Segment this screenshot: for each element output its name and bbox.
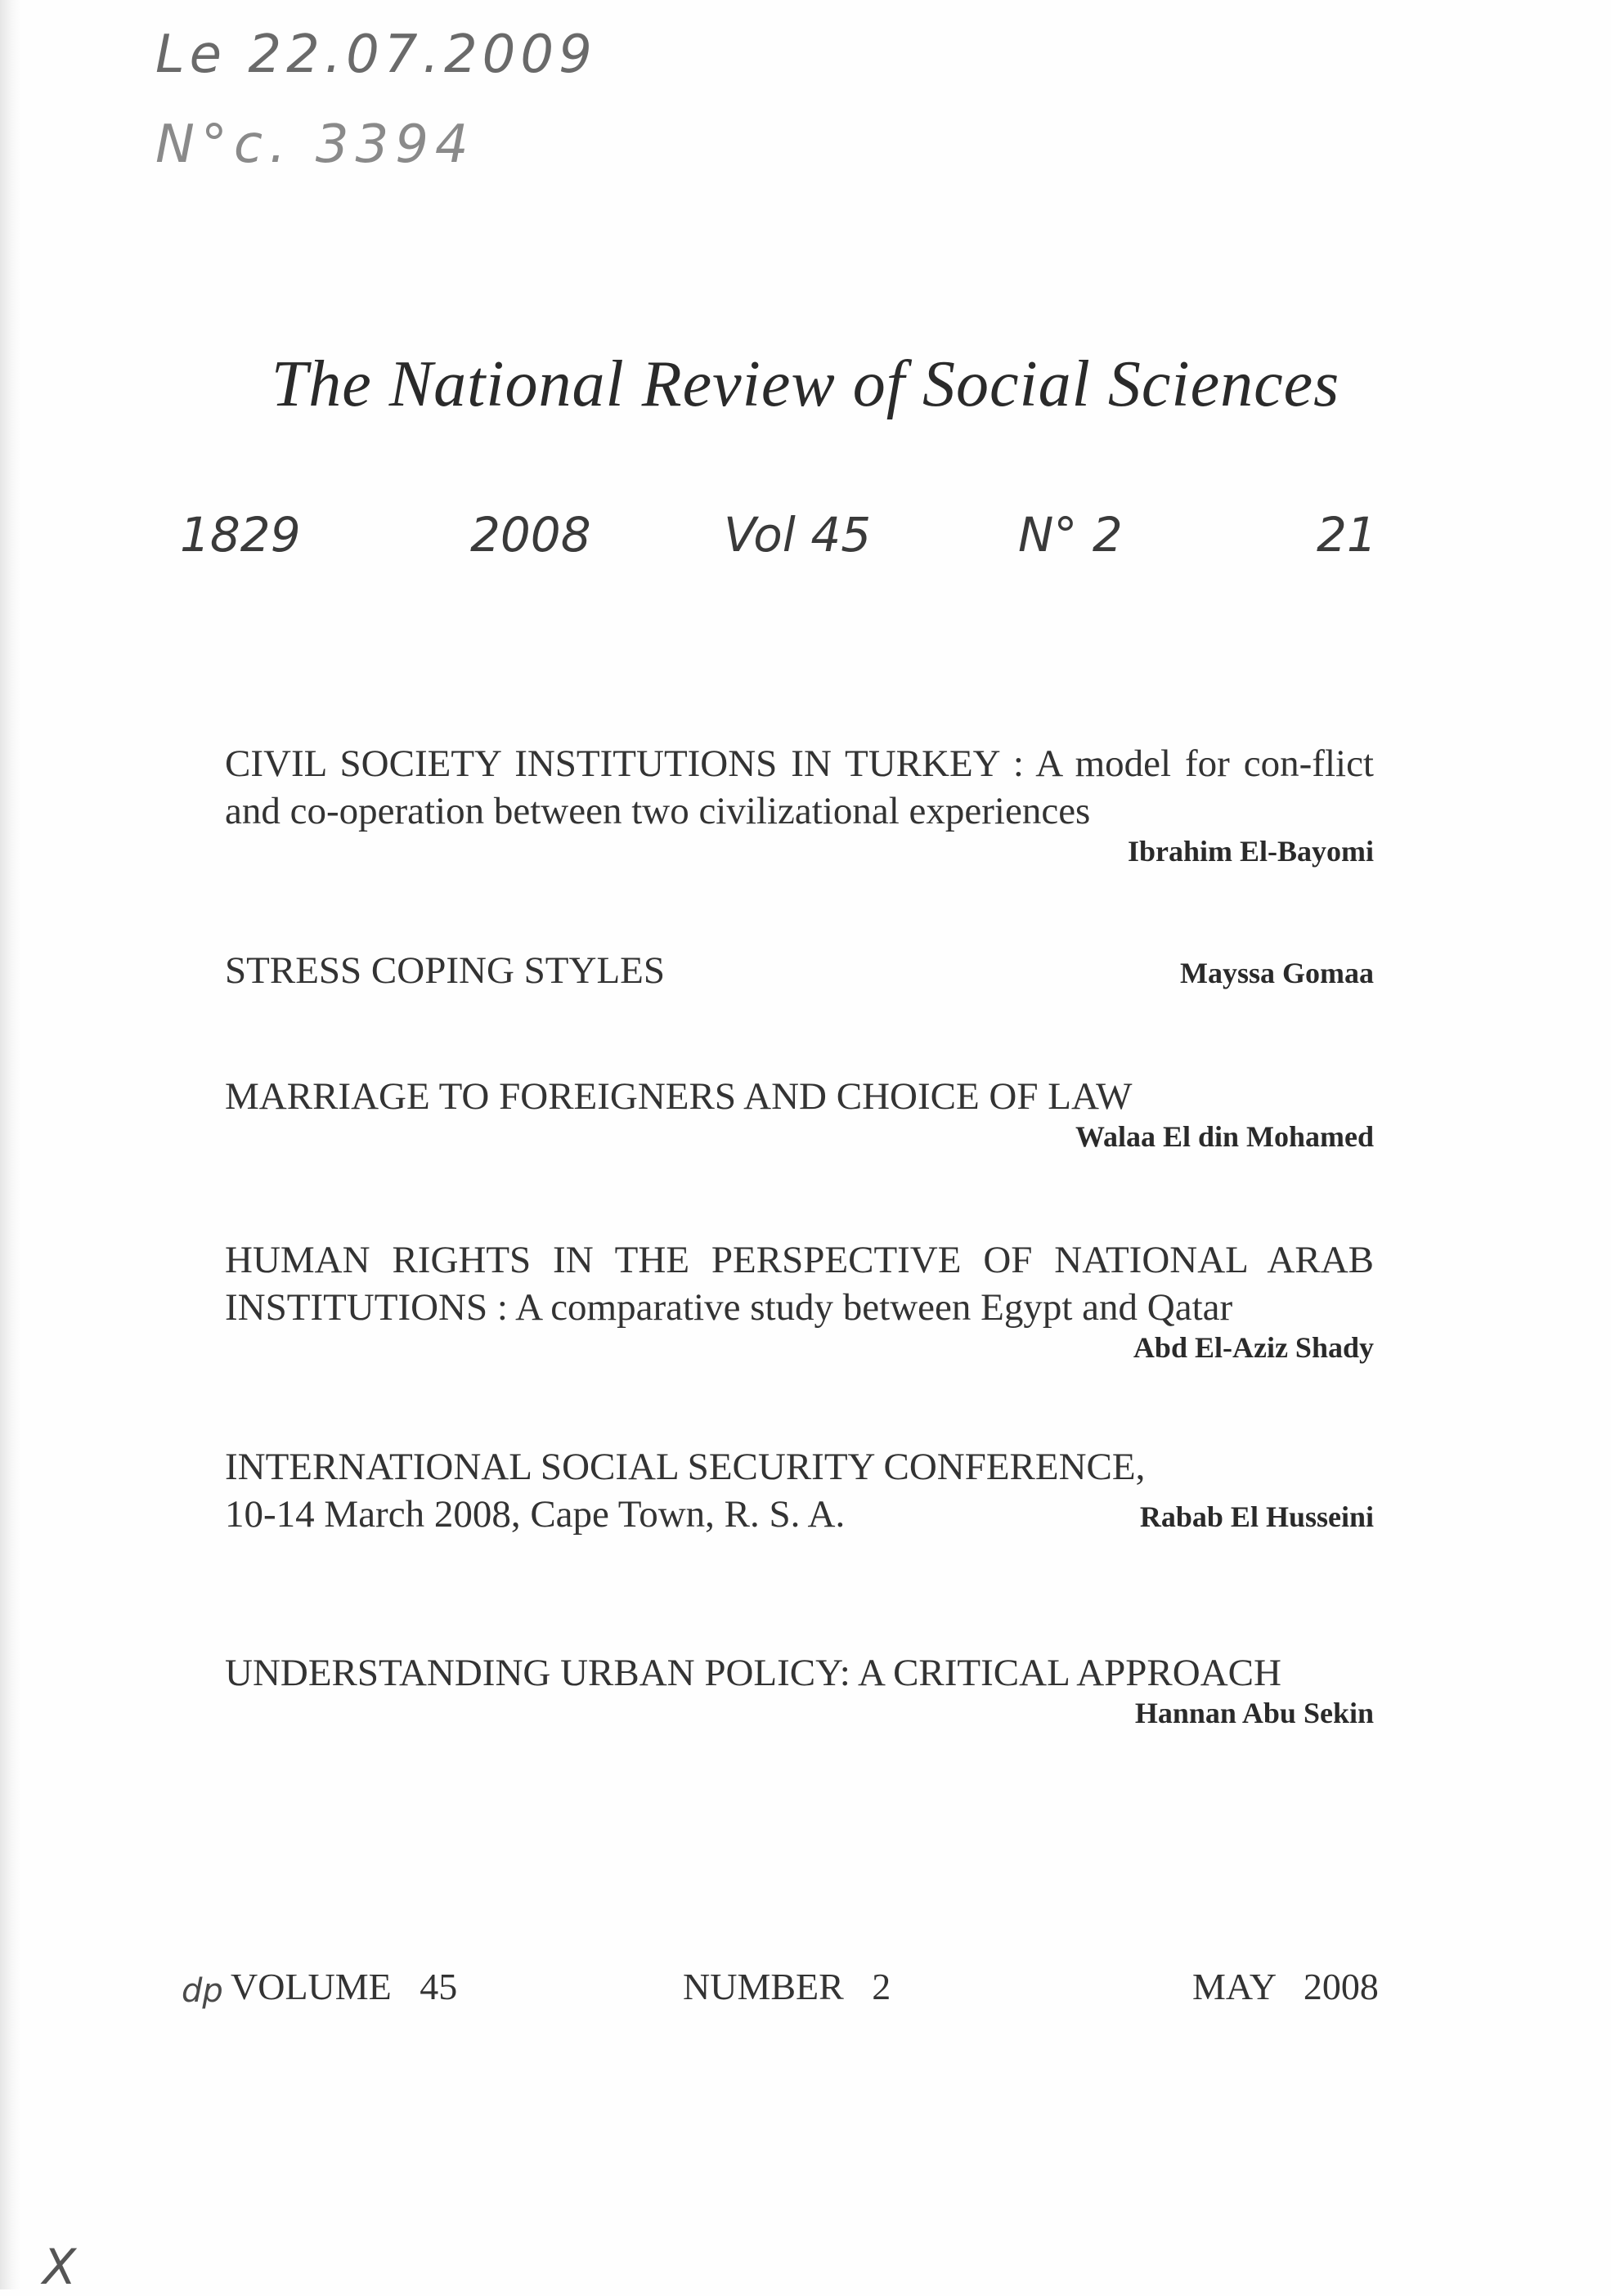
footer-number: NUMBER 2 <box>683 1966 891 2007</box>
article-entry <box>225 1236 1374 1364</box>
article-title: MARRIAGE TO FOREIGNERS AND CHOICE OF LAW <box>225 1075 1133 1118</box>
handwritten-issue-note: 21 <box>1317 507 1377 563</box>
article-entry <box>225 947 1374 994</box>
article-entry <box>225 1073 1374 1153</box>
article-entry <box>225 740 1374 868</box>
handwritten-issue-note: N° 2 <box>1018 507 1123 563</box>
article-title-line: 10-14 March 2008, Cape Town, R. S. A. <box>225 1493 846 1536</box>
handwritten-issue-note: 2008 <box>470 507 591 563</box>
handwritten-issue-note: Vol 45 <box>724 507 872 563</box>
footer-date: MAY 2008 <box>1192 1966 1379 2007</box>
article-author: Hannan Abu Sekin <box>1134 1697 1374 1729</box>
article-title-line: INTERNATIONAL SOCIAL SECURITY CONFERENCE, <box>225 1446 1146 1488</box>
article-title: HUMAN RIGHTS IN THE PERSPECTIVE OF NATIONAL ARAB INSTITUTIONS : A comparative study between Egypt and Qatar <box>225 1239 1374 1329</box>
article-entry <box>225 1649 1374 1729</box>
scanned-page-edge <box>0 0 21 2289</box>
article-title: UNDERSTANDING URBAN POLICY: A CRITICAL APPROACH <box>225 1652 1281 1694</box>
margin-mark: X <box>43 2239 77 2296</box>
article-title: STRESS COPING STYLES <box>225 949 665 992</box>
article-author: Rabab El Husseini <box>1139 1500 1374 1533</box>
article-author: Walaa El din Mohamed <box>1075 1120 1374 1153</box>
journal-title: The National Review of Social Sciences <box>271 348 1340 420</box>
footer-volume: VOLUME 45 <box>231 1966 458 2007</box>
article-title: CIVIL SOCIETY INSTITUTIONS IN TURKEY : A model for con-flict and co-operation between two civilizational experiences <box>225 742 1374 832</box>
handwritten-footer-mark: dp <box>182 1972 223 2010</box>
article-author: Ibrahim El-Bayomi <box>1127 835 1374 868</box>
handwritten-issue-note: 1829 <box>180 507 301 563</box>
article-author: Abd El-Aziz Shady <box>1133 1331 1374 1364</box>
handwritten-accession-number: N°c. 3394 <box>155 114 475 175</box>
article-entry <box>225 1443 1374 1538</box>
handwritten-date: Le 22.07.2009 <box>155 25 597 85</box>
article-author: Mayssa Gomaa <box>1180 957 1374 989</box>
